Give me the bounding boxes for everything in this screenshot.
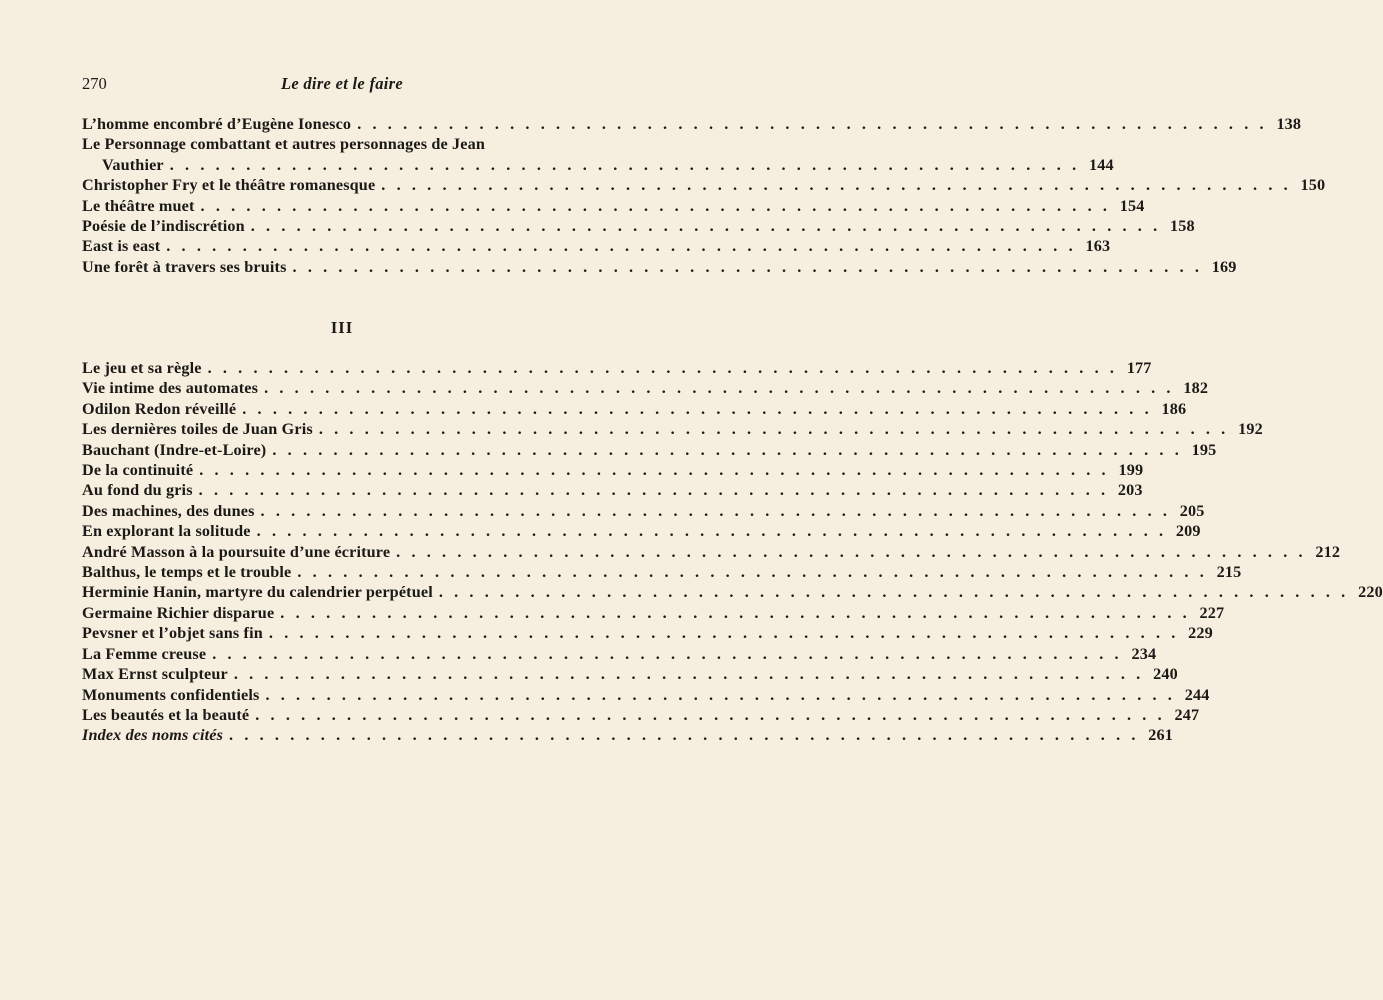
toc-entry-title: Une forêt à travers ses bruits xyxy=(82,257,287,276)
toc-entry-title: Le jeu et sa règle xyxy=(82,359,202,377)
toc-entry-page: 182 xyxy=(1183,379,1209,398)
table-of-contents-part-2 xyxy=(82,114,1326,277)
page-number: 270 xyxy=(82,74,107,93)
toc-entry-page: 177 xyxy=(1126,359,1152,377)
toc-entry xyxy=(82,542,1341,562)
toc-entry-title: Pevsner et l’objet sans fin xyxy=(82,624,263,643)
dot-leader: . . . . . . . . . . . . . . . . . . . . . . . . . . . . . . . . . . . . . . . . . . . . . . . . . . . . . . . . . . . . xyxy=(256,522,1167,541)
dot-leader: . . . . . . . . . . . . . . . . . . . . . . . . . . . . . . . . . . . . . . . . . . . . . . . . . . . . . . . . . . . . xyxy=(169,155,1080,174)
dot-leader: . . . . . . . . . . . . . . . . . . . . . . . . . . . . . . . . . . . . . . . . . . . . . . . . . . . . . . . . . . . . xyxy=(198,481,1109,500)
toc-entry-page: 240 xyxy=(1153,665,1178,684)
toc-entry xyxy=(82,521,1201,541)
toc-entry-page: 205 xyxy=(1179,501,1205,520)
toc-entry xyxy=(82,644,1157,664)
toc-entry-title: Les dernières toiles de Juan Gris xyxy=(82,420,313,439)
toc-entry-title: Bauchant (Indre-et-Loire) xyxy=(82,440,267,459)
dot-leader: . . . . . . . . . . . . . . . . . . . . . . . . . . . . . . . . . . . . . . . . . . . . . . . . . . . . . . . . . . . . xyxy=(297,563,1208,582)
section-heading: III xyxy=(330,318,354,337)
toc-entry-title: Vie intime des automates xyxy=(82,379,259,398)
toc-entry-page: 163 xyxy=(1085,237,1111,256)
dot-leader: . . . . . . . . . . . . . . . . . . . . . . . . . . . . . . . . . . . . . . . . . . . . . . . . . . . . . . . . . . . . xyxy=(292,257,1203,276)
toc-entry xyxy=(82,358,1152,378)
toc-entry-title: Balthus, le temps et le trouble xyxy=(82,563,292,582)
dot-leader: . . . . . . . . . . . . . . . . . . . . . . . . . . . . . . . . . . . . . . . . . . . . . . . . . . . . . . . . . . . . xyxy=(212,644,1123,663)
toc-entry-page: 154 xyxy=(1119,196,1145,215)
toc-entry-page: 261 xyxy=(1148,726,1174,745)
toc-entry-page: 234 xyxy=(1131,644,1157,663)
toc-entry xyxy=(82,378,1209,398)
dot-leader: . . . . . . . . . . . . . . . . . . . . . . . . . . . . . . . . . . . . . . . . . . . . . . . . . . . . . . . . . . . . xyxy=(381,176,1292,195)
toc-entry xyxy=(82,399,1187,419)
toc-entry-page: 195 xyxy=(1191,440,1217,459)
toc-entry xyxy=(82,480,1143,500)
toc-entry-title: De la continuité xyxy=(82,461,194,480)
toc-entry xyxy=(82,582,1383,602)
table-of-contents-part-3 xyxy=(82,358,1383,746)
toc-entry xyxy=(82,257,1237,277)
toc-entry-page: 209 xyxy=(1175,522,1201,541)
toc-entry-title: André Masson à la poursuite d’une écriture xyxy=(82,542,391,561)
toc-entry-title: Max Ernst sculpteur xyxy=(82,665,228,684)
toc-entry xyxy=(82,114,1302,134)
dot-leader: . . . . . . . . . . . . . . . . . . . . . . . . . . . . . . . . . . . . . . . . . . . . . . . . . . . . . . . . . . . . xyxy=(280,603,1191,622)
toc-entry xyxy=(82,440,1217,460)
dot-leader: . . . . . . . . . . . . . . . . . . . . . . . . . . . . . . . . . . . . . . . . . . . . . . . . . . . . . . . . . . . . xyxy=(396,542,1307,561)
dot-leader: . . . . . . . . . . . . . . . . . . . . . . . . . . . . . . . . . . . . . . . . . . . . . . . . . . . . . . . . . . . . xyxy=(264,379,1175,398)
dot-leader: . . . . . . . . . . . . . . . . . . . . . . . . . . . . . . . . . . . . . . . . . . . . . . . . . . . . . . . . . . . . xyxy=(199,461,1110,480)
toc-entry-title: Monuments confidentiels xyxy=(82,685,260,704)
dot-leader: . . . . . . . . . . . . . . . . . . . . . . . . . . . . . . . . . . . . . . . . . . . . . . . . . . . . . . . . . . . . xyxy=(255,705,1166,724)
dot-leader: . . . . . . . . . . . . . . . . . . . . . . . . . . . . . . . . . . . . . . . . . . . . . . . . . . . . . . . . . . . . xyxy=(265,685,1176,704)
dot-leader: . . . . . . . . . . . . . . . . . . . . . . . . . . . . . . . . . . . . . . . . . . . . . . . . . . . . . . . . . . . . xyxy=(272,440,1183,459)
toc-entry-title: La Femme creuse xyxy=(82,644,207,663)
dot-leader: . . . . . . . . . . . . . . . . . . . . . . . . . . . . . . . . . . . . . . . . . . . . . . . . . . . . . . . . . . . . xyxy=(357,115,1268,133)
toc-entry-page: 138 xyxy=(1276,115,1302,133)
toc-entry xyxy=(82,603,1225,623)
dot-leader: . . . . . . . . . . . . . . . . . . . . . . . . . . . . . . . . . . . . . . . . . . . . . . . . . . . . . . . . . . . . xyxy=(260,501,1171,520)
toc-entry-title: Poésie de l’indiscrétion xyxy=(82,217,245,236)
toc-entry-page: 169 xyxy=(1211,257,1237,276)
toc-entry-title: Les beautés et la beauté xyxy=(82,705,250,724)
dot-leader: . . . . . . . . . . . . . . . . . . . . . . . . . . . . . . . . . . . . . . . . . . . . . . . . . . . . . . . . . . . . xyxy=(318,420,1229,439)
toc-entry-title: Au fond du gris xyxy=(82,481,193,500)
toc-entry-page: 150 xyxy=(1300,176,1326,195)
toc-entry-title: Des machines, des dunes xyxy=(82,501,255,520)
toc-entry xyxy=(82,236,1111,256)
toc-entry xyxy=(82,725,1174,745)
toc-entry xyxy=(82,664,1178,684)
toc-entry xyxy=(82,562,1242,582)
toc-entry-page: 215 xyxy=(1216,563,1242,582)
toc-entry-page: 199 xyxy=(1118,461,1144,480)
toc-entry xyxy=(82,216,1195,236)
toc-entry xyxy=(82,460,1144,480)
toc-entry-title-line: Le Personnage combattant et autres personnages de Jean xyxy=(82,135,486,154)
dot-leader: . . . . . . . . . . . . . . . . . . . . . . . . . . . . . . . . . . . . . . . . . . . . . . . . . . . . . . . . . . . . xyxy=(438,583,1349,602)
dot-leader: . . . . . . . . . . . . . . . . . . . . . . . . . . . . . . . . . . . . . . . . . . . . . . . . . . . . . . . . . . . . xyxy=(268,624,1179,643)
toc-entry-page: 192 xyxy=(1238,420,1263,439)
toc-entry-page: 247 xyxy=(1174,705,1200,724)
page-header xyxy=(82,74,602,100)
toc-entry-page: 203 xyxy=(1117,481,1143,500)
dot-leader: . . . . . . . . . . . . . . . . . . . . . . . . . . . . . . . . . . . . . . . . . . . . . . . . . . . . . . . . . . . . xyxy=(250,217,1161,236)
running-title: Le dire et le faire xyxy=(280,74,404,93)
toc-entry-title: Index des noms cités xyxy=(82,726,224,745)
toc-entry-title: Christopher Fry et le théâtre romanesque xyxy=(82,176,376,195)
toc-entry xyxy=(82,623,1213,643)
toc-entry-title: Vauthier xyxy=(102,155,164,174)
toc-entry-title: En explorant la solitude xyxy=(82,522,251,541)
dot-leader: . . . . . . . . . . . . . . . . . . . . . . . . . . . . . . . . . . . . . . . . . . . . . . . . . . . . . . . . . . . . xyxy=(207,359,1118,377)
dot-leader: . . . . . . . . . . . . . . . . . . . . . . . . . . . . . . . . . . . . . . . . . . . . . . . . . . . . . . . . . . . . xyxy=(166,237,1077,256)
toc-entry-page: 144 xyxy=(1089,155,1114,174)
toc-entry xyxy=(82,705,1200,725)
toc-entry-page: 186 xyxy=(1161,399,1187,418)
dot-leader: . . . . . . . . . . . . . . . . . . . . . . . . . . . . . . . . . . . . . . . . . . . . . . . . . . . . . . . . . . . . xyxy=(233,665,1144,684)
toc-entry-page: 220 xyxy=(1358,583,1383,602)
toc-entry xyxy=(82,196,1145,216)
toc-entry-title: Odilon Redon réveillé xyxy=(82,399,237,418)
toc-entry-page: 158 xyxy=(1170,217,1195,236)
dot-leader: . . . . . . . . . . . . . . . . . . . . . . . . . . . . . . . . . . . . . . . . . . . . . . . . . . . . . . . . . . . . xyxy=(200,196,1111,215)
toc-entry-page: 227 xyxy=(1199,603,1225,622)
toc-entry-title: Herminie Hanin, martyre du calendrier perpétuel xyxy=(82,583,433,602)
toc-entry-title: Le théâtre muet xyxy=(82,196,195,215)
dot-leader: . . . . . . . . . . . . . . . . . . . . . . . . . . . . . . . . . . . . . . . . . . . . . . . . . . . . . . . . . . . . xyxy=(242,399,1153,418)
toc-entry-page: 229 xyxy=(1188,624,1213,643)
dot-leader: . . . . . . . . . . . . . . . . . . . . . . . . . . . . . . . . . . . . . . . . . . . . . . . . . . . . . . . . . . . . xyxy=(229,726,1140,745)
toc-entry-page: 212 xyxy=(1315,542,1341,561)
toc-entry-title: L’homme encombré d’Eugène Ionesco xyxy=(82,115,352,133)
toc-entry xyxy=(82,134,1114,175)
toc-entry xyxy=(82,501,1205,521)
toc-entry-page: 244 xyxy=(1184,685,1210,704)
toc-entry-title: Germaine Richier disparue xyxy=(82,603,275,622)
toc-entry xyxy=(82,175,1326,195)
toc-entry xyxy=(82,419,1263,439)
toc-entry xyxy=(82,685,1210,705)
toc-entry-title: East is east xyxy=(82,237,161,256)
